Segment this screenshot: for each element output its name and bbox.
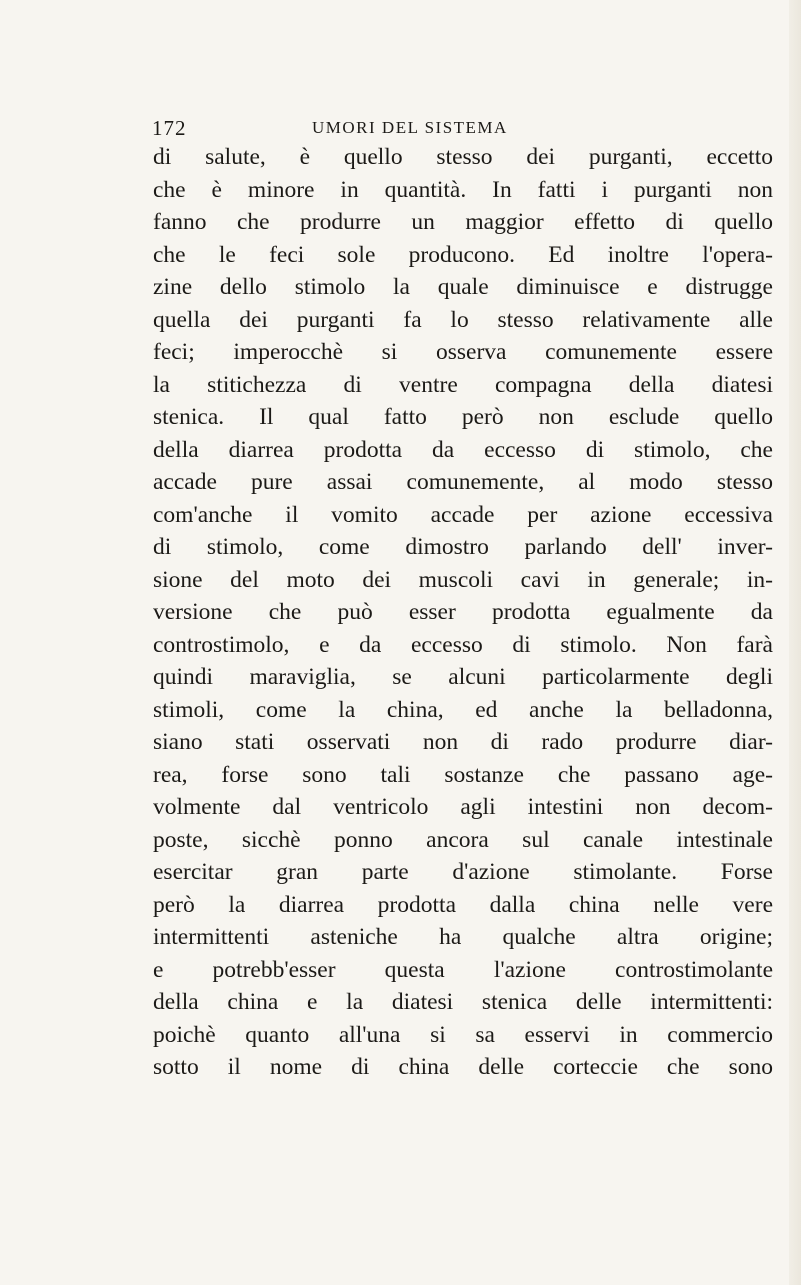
text-line: e potrebb'esser questa l'azione controstimolante — [153, 956, 773, 983]
text-line: siano stati osservati non di rado produrre diar- — [153, 729, 773, 755]
text-line: versione che può esser prodotta egualmente da — [153, 599, 773, 625]
page-number: 172 — [152, 116, 187, 140]
text-line: della china e la diatesi stenica delle intermittenti: — [153, 989, 773, 1015]
text-line: sione del moto dei muscoli cavi in generale; in- — [153, 566, 773, 593]
text-line: accade pure assai comunemente, al modo stesso — [153, 469, 773, 495]
text-line: rea, forse sono tali sostanze che passano age- — [153, 761, 773, 788]
text-line: poichè quanto all'una si sa esservi in commercio — [153, 1021, 773, 1048]
text-line: controstimolo, e da eccesso di stimolo. Non farà — [153, 631, 773, 658]
page-edge-shadow — [789, 0, 801, 1285]
text-line: però la diarrea prodotta dalla china nelle vere — [153, 891, 773, 918]
text-line: feci; imperocchè si osserva comunemente essere — [153, 339, 773, 365]
text-line: quindi maraviglia, se alcuni particolarmente degli — [153, 664, 773, 690]
text-line: che le feci sole producono. Ed inoltre l'opera- — [153, 241, 773, 268]
running-title: UMORI DEL SISTEMA — [312, 118, 508, 137]
text-line: di stimolo, come dimostro parlando dell' inver- — [153, 534, 773, 560]
text-line: zine dello stimolo la quale diminuisce e distrugge — [153, 274, 773, 300]
text-line: poste, sicchè ponno ancora sul canale intestinale — [153, 826, 773, 853]
running-head — [152, 116, 622, 142]
text-line: di salute, è quello stesso dei purganti, eccetto — [153, 144, 773, 170]
text-line: la stitichezza di ventre compagna della diatesi — [153, 371, 773, 398]
text-line: stimoli, come la china, ed anche la belladonna, — [153, 696, 773, 723]
text-line: della diarrea prodotta da eccesso di stimolo, che — [153, 436, 773, 463]
text-line: fanno che produrre un maggior effetto di quello — [153, 209, 773, 235]
text-line: sotto il nome di china delle corteccie che sono — [153, 1054, 773, 1080]
body-text — [153, 141, 773, 1084]
text-line: volmente dal ventricolo agli intestini non decom- — [153, 794, 773, 820]
text-line: com'anche il vomito accade per azione eccessiva — [153, 501, 773, 528]
text-line: stenica. Il qual fatto però non esclude quello — [153, 404, 773, 430]
text-line: quella dei purganti fa lo stesso relativamente alle — [153, 306, 773, 333]
text-line: intermittenti asteniche ha qualche altra origine; — [153, 924, 773, 950]
text-line: esercitar gran parte d'azione stimolante. Forse — [153, 859, 773, 885]
text-line: che è minore in quantità. In fatti i purganti non — [153, 176, 773, 203]
